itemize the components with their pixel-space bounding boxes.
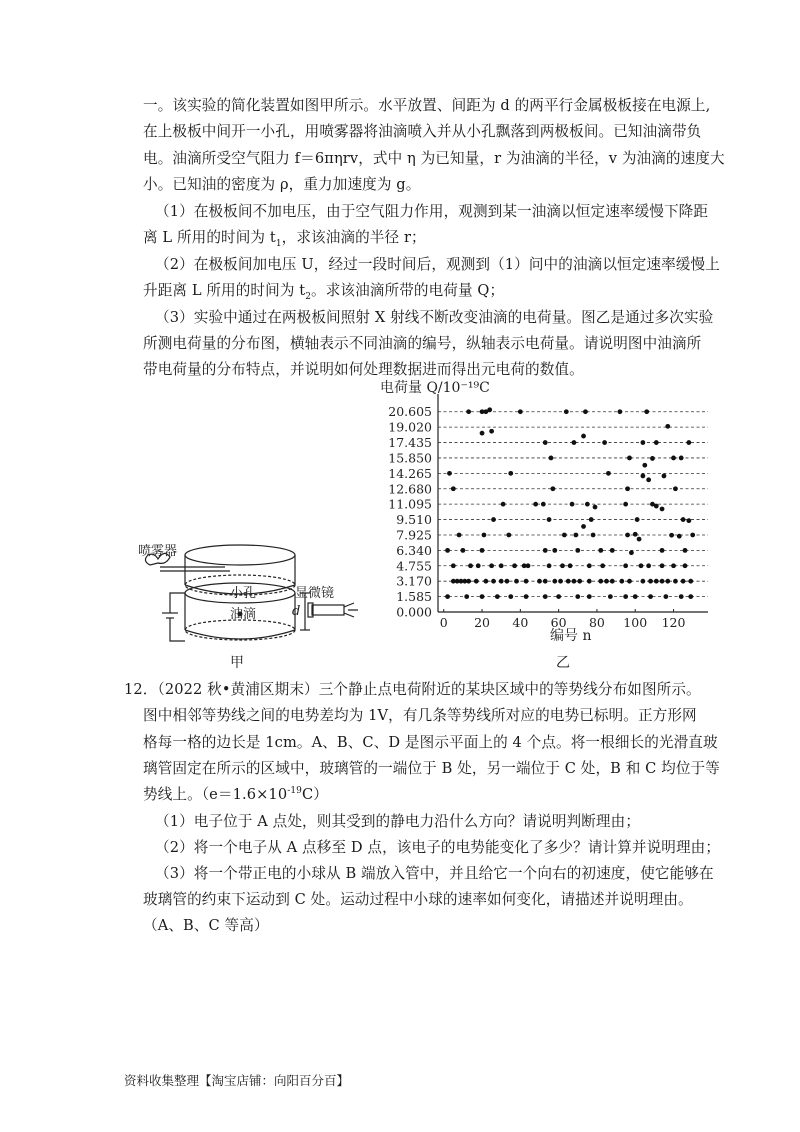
data-point — [505, 579, 510, 584]
data-point — [633, 594, 638, 599]
data-point — [501, 502, 506, 507]
y-tick-label: 1.585 — [396, 589, 432, 605]
data-point — [646, 563, 651, 568]
data-point — [499, 579, 504, 584]
data-point — [518, 409, 523, 414]
y-tick-label: 3.170 — [396, 573, 432, 589]
data-point — [572, 440, 577, 445]
apparatus-figure — [130, 535, 370, 665]
data-point — [491, 517, 496, 522]
subscript: 1 — [275, 238, 282, 249]
data-point — [644, 409, 649, 414]
data-point — [633, 532, 638, 537]
data-point — [550, 486, 555, 491]
data-point — [625, 533, 630, 538]
data-point — [491, 579, 496, 584]
data-point — [476, 563, 481, 568]
data-point — [623, 563, 628, 568]
data-point — [671, 456, 676, 461]
data-point — [654, 579, 659, 584]
data-point — [466, 409, 471, 414]
data-point — [688, 579, 693, 584]
data-point — [604, 579, 609, 584]
y-tick-label: 19.020 — [388, 419, 432, 435]
data-point — [669, 533, 674, 538]
data-point — [640, 440, 645, 445]
data-point — [445, 548, 450, 553]
data-point — [673, 579, 678, 584]
data-point — [543, 594, 548, 599]
data-point — [629, 550, 634, 555]
x-tick-label: 100 — [623, 615, 648, 630]
data-point — [610, 579, 615, 584]
data-point — [489, 429, 494, 434]
data-point — [662, 474, 667, 479]
data-point — [560, 563, 565, 568]
data-point — [577, 579, 582, 584]
subquestion-2: （2）将一个电子从 A 点移至 D 点，该电子的电势能变化了多少？请计算并说明理由； — [155, 839, 721, 856]
data-point — [487, 407, 492, 412]
chart-x-label: 编号 n — [550, 628, 592, 644]
data-point — [608, 594, 613, 599]
label-hole: 小孔 — [230, 586, 257, 601]
data-point — [660, 563, 665, 568]
text-line: 图中相邻等势线之间的电势差均为 1V，有几条等势线所对应的电势已标明。正方形网 — [143, 707, 697, 724]
y-tick-label: 4.755 — [396, 558, 432, 574]
data-point — [589, 517, 594, 522]
bottom-plate — [185, 620, 295, 640]
data-point — [585, 502, 590, 507]
data-point — [445, 594, 450, 599]
eye-icon — [344, 603, 358, 617]
data-point — [637, 537, 642, 542]
data-point — [679, 456, 684, 461]
text-fragment: ，求该油滴的半径 r； — [281, 229, 426, 246]
data-point — [591, 533, 596, 538]
footer: 资料收集整理【淘宝店铺：向阳百分百】 — [124, 1073, 350, 1088]
chart-y-ticks — [388, 404, 432, 619]
data-point — [552, 579, 557, 584]
subquestion-3: （3）将一个带正电的小球从 B 端放入管中，并且给它一个向右的初速度，使它能够在 — [155, 865, 714, 882]
data-point — [623, 502, 628, 507]
data-point — [552, 548, 557, 553]
text-fragment: 离 L 所用的时间为 t — [143, 229, 276, 246]
data-point — [451, 486, 456, 491]
data-point — [602, 440, 607, 445]
charge-scatter-chart — [362, 374, 722, 654]
data-point — [690, 533, 695, 538]
data-point — [482, 533, 487, 538]
data-point — [618, 409, 623, 414]
data-point — [581, 524, 586, 529]
data-point — [660, 579, 665, 584]
y-tick-label: 14.265 — [388, 465, 432, 481]
label-sprayer: 喷雾器 — [138, 544, 178, 559]
data-point — [640, 474, 645, 479]
data-point — [564, 409, 569, 414]
data-point — [570, 502, 575, 507]
data-point — [524, 579, 529, 584]
data-point — [587, 579, 592, 584]
text-line: 璃管固定在所示的区域中，玻璃管的一端位于 B 处，另一端位于 C 处，B 和 C 均位于等 — [143, 760, 720, 777]
text-line: 在上极板中间开一小孔，用喷雾器将油滴喷入并从小孔飘落到两极板间。已知油滴带负 — [143, 123, 702, 140]
data-point — [562, 533, 567, 538]
text-line: 电。油滴所受空气阻力 f＝6πηrv，式中 η 为已知量，r 为油滴的半径，v 为油滴的速度大 — [143, 150, 725, 167]
text-line: 所测电荷量的分布图，横轴表示不同油滴的编号，纵轴表示电荷量。请说明图中油滴所 — [143, 335, 702, 352]
data-point — [556, 594, 561, 599]
data-point — [499, 563, 504, 568]
data-point — [581, 434, 586, 439]
text-line: 一。该实验的简化装置如图甲所示。水平放置、间距为 d 的两平行金属极板接在电源上, — [143, 97, 711, 114]
text-fragment: 势线上。（e＝1.6×10 — [143, 786, 288, 803]
data-point — [468, 563, 473, 568]
data-point — [665, 579, 670, 584]
data-point — [466, 579, 471, 584]
data-point — [575, 594, 580, 599]
y-tick-label: 9.510 — [396, 512, 432, 528]
label-drop: 油滴 — [230, 607, 257, 622]
text-line — [143, 279, 504, 302]
y-tick-label: 17.435 — [388, 435, 432, 451]
data-point — [663, 594, 668, 599]
data-point — [619, 579, 624, 584]
data-point — [688, 594, 693, 599]
data-point — [480, 594, 485, 599]
data-point — [543, 440, 548, 445]
data-point — [451, 563, 456, 568]
problem-12-title: 12．（2022 秋•黄浦区期末）三个静止点电荷附近的某块区域中的等势线分布如图所示。 — [124, 681, 701, 698]
chart-title: 电荷量 Q/10⁻¹⁹C — [380, 380, 490, 396]
data-point — [541, 502, 546, 507]
data-point — [635, 517, 640, 522]
data-point — [627, 456, 632, 461]
data-point — [566, 579, 571, 584]
data-point — [524, 594, 529, 599]
data-point — [677, 534, 682, 539]
data-point — [547, 517, 552, 522]
text-line: 玻璃管的约束下运动到 C 处。运动过程中小球的速率如何变化，请描述并说明理由。 — [143, 891, 693, 908]
data-point — [660, 507, 665, 512]
y-tick-label: 6.340 — [396, 542, 432, 558]
data-point — [512, 563, 517, 568]
text-line: （A、B、C 等高） — [143, 917, 269, 934]
data-point — [681, 517, 686, 522]
data-point — [480, 431, 485, 436]
x-tick-label: 60 — [550, 615, 567, 630]
data-point — [506, 533, 511, 538]
data-point — [495, 594, 500, 599]
text-fragment: C） — [302, 786, 328, 803]
data-point — [480, 548, 485, 553]
data-point — [587, 563, 592, 568]
data-point — [460, 548, 465, 553]
data-point — [606, 471, 611, 476]
superscript: -19 — [287, 786, 303, 797]
data-point — [573, 533, 578, 538]
data-point — [639, 563, 644, 568]
data-point — [665, 424, 670, 429]
text-line: 小。已知油的密度为 ρ，重力加速度为 g。 — [143, 176, 421, 193]
text-line — [143, 226, 426, 249]
data-point — [457, 533, 462, 538]
data-point — [464, 594, 469, 599]
text-line: 格每一格的边长是 1cm。A、B、C、D 是图示平面上的 4 个点。将一根细长的光滑直玻 — [143, 734, 718, 751]
data-point — [593, 505, 598, 510]
x-tick-label: 80 — [588, 615, 605, 630]
data-point — [526, 563, 531, 568]
data-point — [625, 486, 630, 491]
text-fragment: 。求该油滴所带的电荷量 Q； — [311, 282, 505, 299]
data-point — [543, 548, 548, 553]
data-point — [600, 563, 605, 568]
data-point — [598, 548, 603, 553]
subquestion-3: （3）实验中通过在两极板间照射 X 射线不断改变油滴的电荷量。图乙是通过多次实验 — [155, 309, 714, 326]
text-line — [143, 783, 328, 804]
data-point — [547, 563, 552, 568]
data-point — [623, 594, 628, 599]
label-microscope: 显微镜 — [295, 586, 335, 601]
y-tick-label: 0.000 — [396, 604, 432, 620]
data-point — [598, 579, 603, 584]
caption-a: 甲 — [230, 655, 244, 671]
data-point — [514, 579, 519, 584]
data-point — [646, 477, 651, 482]
data-point — [549, 456, 554, 461]
x-tick-label: 40 — [512, 615, 529, 630]
data-point — [650, 456, 655, 461]
data-point — [508, 471, 513, 476]
data-point — [583, 409, 588, 414]
y-tick-label: 12.680 — [388, 481, 432, 497]
data-point — [537, 579, 542, 584]
subquestion-1: （1）在极板间不加电压，由于空气阻力作用，观测到某一油滴以恒定速率缓慢下降距 — [155, 203, 709, 220]
top-plate — [185, 545, 295, 565]
chart-points — [445, 407, 695, 599]
y-tick-label: 11.095 — [388, 496, 432, 512]
data-point — [483, 579, 488, 584]
subscript: 2 — [305, 291, 312, 302]
data-point — [686, 440, 691, 445]
text-line: 带电荷量的分布特点，并说明如何处理数据进而得出元电荷的数值。 — [143, 361, 584, 378]
x-tick-label: 20 — [474, 615, 490, 630]
y-tick-label: 15.850 — [388, 450, 432, 466]
subquestion-2: （2）在极板间加电压 U，经过一段时间后，观测到（1）问中的油滴以恒定速率缓慢上 — [155, 256, 720, 273]
data-point — [673, 486, 678, 491]
data-point — [572, 579, 577, 584]
data-point — [543, 579, 548, 584]
data-point — [489, 563, 494, 568]
y-tick-label: 20.605 — [388, 404, 432, 420]
data-point — [640, 579, 645, 584]
data-point — [654, 440, 659, 445]
data-point — [660, 548, 665, 553]
data-point — [575, 548, 580, 553]
data-point — [681, 579, 686, 584]
data-point — [642, 463, 647, 468]
data-point — [474, 579, 479, 584]
data-point — [508, 594, 513, 599]
data-point — [683, 548, 688, 553]
data-point — [587, 594, 592, 599]
data-point — [683, 563, 688, 568]
data-point — [533, 502, 538, 507]
data-point — [671, 563, 676, 568]
data-point — [654, 504, 659, 509]
data-point — [568, 563, 573, 568]
data-point — [558, 579, 563, 584]
subquestion-1: （1）电子位于 A 点处，则其受到的静电力沿什么方向？请说明判断理由； — [155, 813, 641, 830]
text-fragment: 升距离 L 所用的时间为 t — [143, 282, 306, 299]
label-d: d — [292, 604, 301, 619]
caption-b: 乙 — [556, 655, 570, 671]
data-point — [447, 471, 452, 476]
x-tick-label: 120 — [661, 615, 686, 630]
data-point — [648, 579, 653, 584]
x-tick-label: 0 — [439, 615, 448, 630]
data-point — [610, 548, 615, 553]
y-tick-label: 7.925 — [396, 527, 432, 543]
data-point — [648, 594, 653, 599]
data-point — [627, 579, 632, 584]
data-point — [686, 518, 691, 523]
data-point — [679, 594, 684, 599]
